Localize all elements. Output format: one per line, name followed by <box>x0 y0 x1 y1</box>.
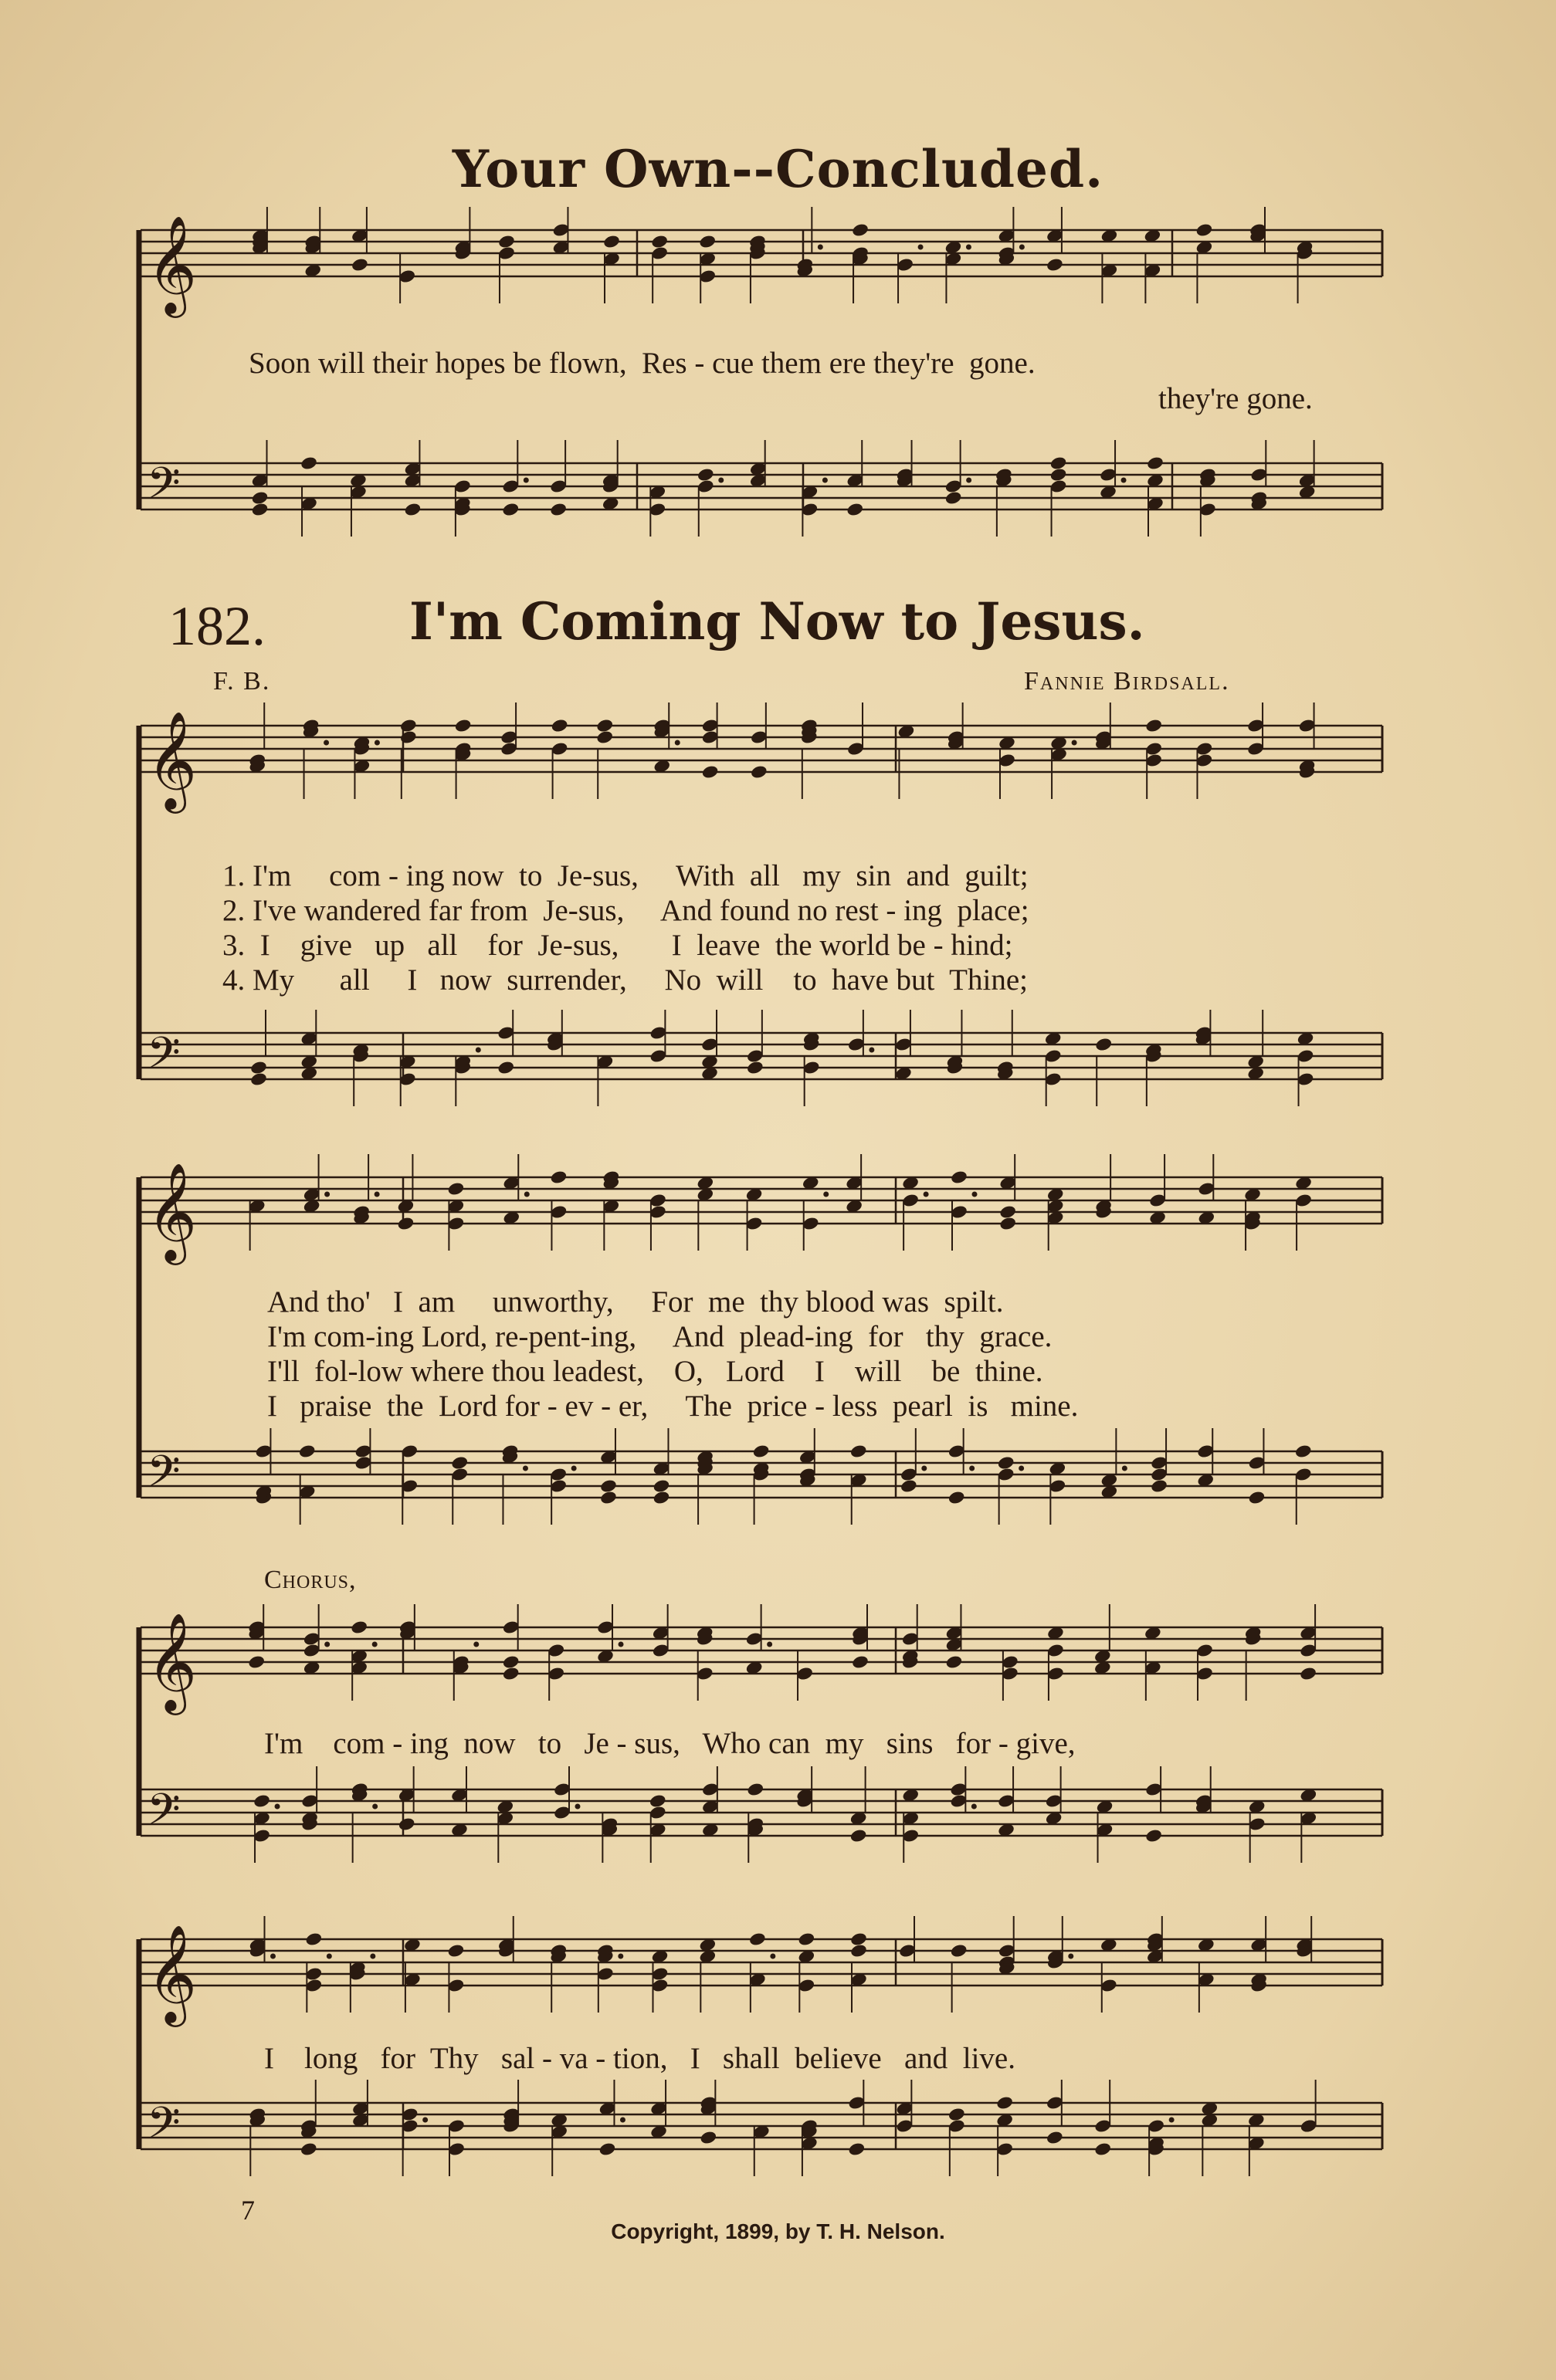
note-head <box>995 2095 1014 2111</box>
dot <box>324 1192 330 1197</box>
note-head <box>502 502 520 517</box>
note-head <box>947 1490 966 1505</box>
dot <box>971 1192 977 1197</box>
dot <box>818 245 823 250</box>
dot <box>327 1954 332 1959</box>
treble-clef-icon: 𝄞 <box>147 710 198 809</box>
note-head <box>350 1620 368 1635</box>
note-head <box>1046 2130 1064 2145</box>
note-head <box>1150 1478 1168 1494</box>
note-head <box>550 1170 568 1185</box>
note-head <box>746 1782 764 1797</box>
dot <box>1169 2118 1175 2123</box>
note-head <box>1195 222 1214 238</box>
note-head <box>1094 1037 1113 1052</box>
note-head <box>253 1793 271 1809</box>
note-head <box>1049 467 1068 482</box>
note-head <box>701 764 720 780</box>
dot <box>966 245 971 250</box>
note-head <box>398 1816 416 1832</box>
hymn-number: 182. <box>168 595 266 657</box>
note-head <box>849 1444 868 1459</box>
note-head <box>947 2107 966 2122</box>
note-head <box>399 730 418 745</box>
note-head <box>599 1478 618 1494</box>
chorus-label: Chorus, <box>264 1566 357 1594</box>
note-head <box>846 502 864 517</box>
verse-4-line-a: 4. My all I now surrender, No will to have but Thine; <box>222 963 1028 997</box>
note-head <box>746 1060 764 1075</box>
dot <box>1019 245 1025 250</box>
note-head <box>497 1060 515 1075</box>
verse-3-line-a: 3. I give up all for Je-sus, I leave the world be - hind; <box>222 929 1013 962</box>
note-head <box>1146 455 1164 471</box>
dot <box>372 1642 378 1647</box>
note-head <box>300 455 318 471</box>
note-head <box>998 1216 1017 1231</box>
note-head <box>454 718 473 733</box>
note-head <box>551 718 569 733</box>
note-head <box>1144 1828 1163 1843</box>
note-head <box>945 1654 964 1670</box>
lyricist-credit: F. B. <box>213 667 271 696</box>
note-head <box>1046 257 1064 273</box>
prev-lyric-line-1: Soon will their hopes be flown, Res - cue them ere they're gone. <box>249 347 1036 380</box>
dot <box>370 1954 375 1959</box>
dot <box>476 1048 481 1053</box>
note-head <box>251 502 270 517</box>
treble-clef-icon: 𝄞 <box>147 1924 198 2023</box>
note-head <box>598 2141 617 2157</box>
composer-credit: Fannie Birdsall. <box>1024 667 1230 696</box>
note-head <box>798 1931 816 1947</box>
dot <box>823 1192 829 1197</box>
dot <box>275 1804 280 1810</box>
dot <box>971 1804 977 1810</box>
dot <box>523 1466 528 1471</box>
chorus-line-1: I'm com - ing now to Je - sus, Who can my sins for - give, <box>264 1727 1076 1760</box>
note-head <box>851 222 870 238</box>
verse-2-line-b: I'm com-ing Lord, re-pent-ing, And plead-ing for thy grace. <box>267 1320 1053 1353</box>
verse-1-line-b: And tho' I am unworthy, For me thy blood was spilt. <box>267 1285 1004 1319</box>
note-head <box>247 1654 266 1670</box>
dot <box>1068 1954 1073 1959</box>
dot <box>822 478 828 483</box>
dot <box>1122 1466 1127 1471</box>
verse-3-line-b: I'll fol-low where thou leadest, O, Lord I will be thine. <box>267 1355 1043 1388</box>
bass-clef-icon: 𝄢 <box>147 1028 181 1089</box>
hymn-title: I'm Coming Now to Jesus. <box>409 591 1145 652</box>
dot <box>575 1804 580 1810</box>
prev-lyric-line-2: they're gone. <box>1158 382 1313 415</box>
note-head <box>1049 455 1068 471</box>
note-head <box>697 467 715 482</box>
note-head <box>748 1931 767 1947</box>
verse-2-line-a: 2. I've wandered far from Je-sus, And found no rest - ing place; <box>222 894 1029 927</box>
treble-clef-icon: 𝄞 <box>147 1612 198 1711</box>
note-head <box>249 1060 268 1075</box>
verse-4-line-b: I praise the Lord for - ev - er, The price - less pearl is mine. <box>267 1390 1079 1423</box>
note-head <box>447 1943 466 1959</box>
note-head <box>848 2141 866 2157</box>
note-head <box>502 1666 520 1681</box>
note-head <box>649 1793 667 1809</box>
treble-clef-icon: 𝄞 <box>147 215 198 313</box>
note-head <box>700 2130 718 2145</box>
note-head <box>849 1828 868 1843</box>
note-head <box>752 1444 771 1459</box>
note-head <box>251 490 270 506</box>
dot <box>619 1642 624 1647</box>
bass-clef-icon: 𝄢 <box>147 459 181 520</box>
dot <box>372 1804 378 1810</box>
note-head <box>298 1444 317 1459</box>
note-head <box>944 490 963 506</box>
dot <box>375 740 380 746</box>
page-number: 7 <box>241 2195 255 2226</box>
note-head <box>549 502 568 517</box>
note-head <box>900 1478 918 1494</box>
note-head <box>849 1943 868 1959</box>
note-head <box>997 1455 1015 1471</box>
note-head <box>397 1216 415 1231</box>
note-head <box>698 234 717 249</box>
note-head <box>1294 1444 1313 1459</box>
copyright-notice: Copyright, 1899, by T. H. Nelson. <box>611 2219 945 2243</box>
note-head <box>851 1654 870 1670</box>
note-head <box>750 764 768 780</box>
note-head <box>595 718 614 733</box>
note-head <box>249 1072 268 1087</box>
note-head <box>1248 1490 1266 1505</box>
dot <box>524 478 529 483</box>
note-head <box>404 502 422 517</box>
dot <box>718 478 724 483</box>
dot <box>524 1192 530 1197</box>
dot <box>921 1466 927 1471</box>
note-head <box>653 1490 671 1505</box>
chorus-line-2: I long for Thy sal - va - tion, I shall believe and live. <box>264 2042 1015 2075</box>
note-head <box>1093 2141 1112 2157</box>
note-head <box>653 1478 671 1494</box>
note-head <box>849 1931 868 1947</box>
treble-clef-icon: 𝄞 <box>147 1162 198 1261</box>
continuation-title: Your Own--Concluded. <box>452 139 1104 199</box>
dot <box>324 740 329 746</box>
note-head <box>497 234 516 249</box>
verse-1-line-a: 1. I'm com - ing now to Je-sus, With all my sin and guilt; <box>222 859 1029 892</box>
bass-clef-icon: 𝄢 <box>147 2098 181 2159</box>
note-head <box>1299 1666 1317 1681</box>
dot <box>422 2118 428 2123</box>
dot <box>869 1048 874 1053</box>
note-head <box>351 257 369 273</box>
note-head <box>300 2141 318 2157</box>
bass-clef-icon: 𝄢 <box>147 1447 181 1508</box>
dot <box>675 740 680 746</box>
note-head <box>305 1931 324 1947</box>
dot <box>1072 740 1077 746</box>
dot <box>966 478 971 483</box>
dot <box>1019 1466 1024 1471</box>
note-head <box>595 730 614 745</box>
note-head <box>502 1654 520 1670</box>
note-head <box>998 1204 1017 1220</box>
dot <box>324 1642 330 1647</box>
dot <box>918 245 924 250</box>
dot <box>924 1192 929 1197</box>
dot <box>1121 478 1127 483</box>
dot <box>770 1954 775 1959</box>
note-head <box>950 1170 968 1185</box>
dot <box>620 2118 625 2123</box>
note-head <box>602 234 621 249</box>
note-head <box>1144 718 1163 733</box>
note-head <box>650 234 669 249</box>
note-head <box>447 1181 466 1197</box>
note-head <box>950 1943 968 1959</box>
note-head <box>450 1455 469 1471</box>
bass-clef-icon: 𝄢 <box>147 1785 181 1846</box>
note-head <box>399 718 418 733</box>
dot <box>618 1954 623 1959</box>
dot <box>375 1192 380 1197</box>
note-head <box>599 1490 618 1505</box>
dot <box>969 1466 975 1471</box>
dot <box>571 1466 577 1471</box>
dot <box>270 1954 276 1959</box>
dot <box>767 1642 772 1647</box>
dot <box>473 1642 479 1647</box>
